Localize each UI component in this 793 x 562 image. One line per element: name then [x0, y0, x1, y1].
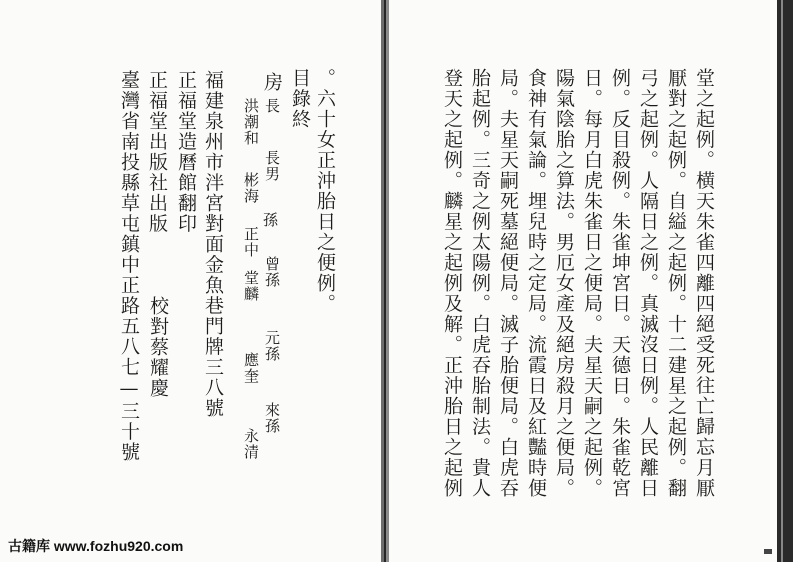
watermark-url: www.fozhu920.com — [53, 538, 184, 554]
left-page-spine-shadow — [381, 0, 384, 562]
lineage-role-1: 長 — [263, 98, 281, 114]
lineage-role-6: 來孫 — [263, 402, 281, 434]
imprint-publisher-address: 臺灣省南投縣草屯鎮中正路五八七—三十號 — [118, 70, 140, 463]
lineage-role-4: 曾孫 — [263, 256, 281, 288]
imprint-address: 福建泉州市泮宮對面金魚巷門牌三八號 — [202, 70, 224, 419]
text-column-10: 登天之起例。麟星之起例及解。正沖胎日之起例 — [441, 68, 463, 499]
text-column-2: 厭對之起例。自縊之起例。十二建星之起例。翻 — [665, 68, 687, 499]
page-corner-mark — [764, 549, 772, 554]
lineage-role-2: 長男 — [263, 150, 281, 182]
text-column-5: 日。每月白虎朱雀日之便局。夫星天嗣之起例。 — [581, 68, 603, 499]
lineage-name-3: 正中 — [242, 226, 260, 258]
book-edge-line — [781, 0, 783, 562]
watermark-brand: 古籍库 — [8, 538, 50, 554]
right-page — [386, 0, 777, 562]
contents-last-entry: 。六十女正沖胎日之便例。 — [314, 68, 336, 314]
contents-end-mark: 目錄終 — [289, 68, 311, 130]
lineage-role-3: 孫 — [261, 212, 279, 228]
lineage-name-5: 應奎 — [242, 352, 260, 384]
lineage-role-5: 元孫 — [263, 330, 281, 362]
left-page — [0, 0, 384, 562]
text-column-3: 弓之起例。人隔日之例。真滅沒日例。人民離日 — [637, 68, 659, 499]
text-column-1: 堂之起例。横天朱雀四離四絕受死往亡歸忘月厭 — [693, 68, 715, 499]
imprint-reprinter: 正福堂造曆館翻印 — [175, 70, 197, 234]
right-page-spine-shadow — [386, 0, 389, 562]
lineage-name-4: 堂麟 — [242, 270, 260, 302]
lineage-name-6: 永清 — [242, 428, 260, 460]
lineage-name-1: 洪潮和 — [242, 98, 260, 146]
text-column-8: 局。夫星天嗣死墓絕便局。滅子胎便局。白虎吞 — [497, 68, 519, 499]
watermark — [8, 536, 183, 556]
lineage-house: 房 — [261, 72, 283, 93]
text-column-9: 胎起例。三奇之例太陽例。白虎吞胎制法。貴人 — [469, 68, 491, 499]
book-edge-strip — [777, 0, 793, 562]
text-column-7: 食神有氣論。埋兒時之定局。流霞日及紅豔時便 — [525, 68, 547, 499]
lineage-name-2: 彬海 — [242, 172, 260, 204]
imprint-proofreader: 校對蔡耀慶 — [147, 296, 169, 399]
text-column-6: 陽氣陰胎之算法。男厄女產及絕房殺月之便局。 — [553, 68, 575, 499]
text-column-4: 例。反目殺例。朱雀坤宮日。天德日。朱雀乾宮 — [609, 68, 631, 499]
imprint-publisher: 正福堂出版社出版 — [146, 70, 168, 234]
